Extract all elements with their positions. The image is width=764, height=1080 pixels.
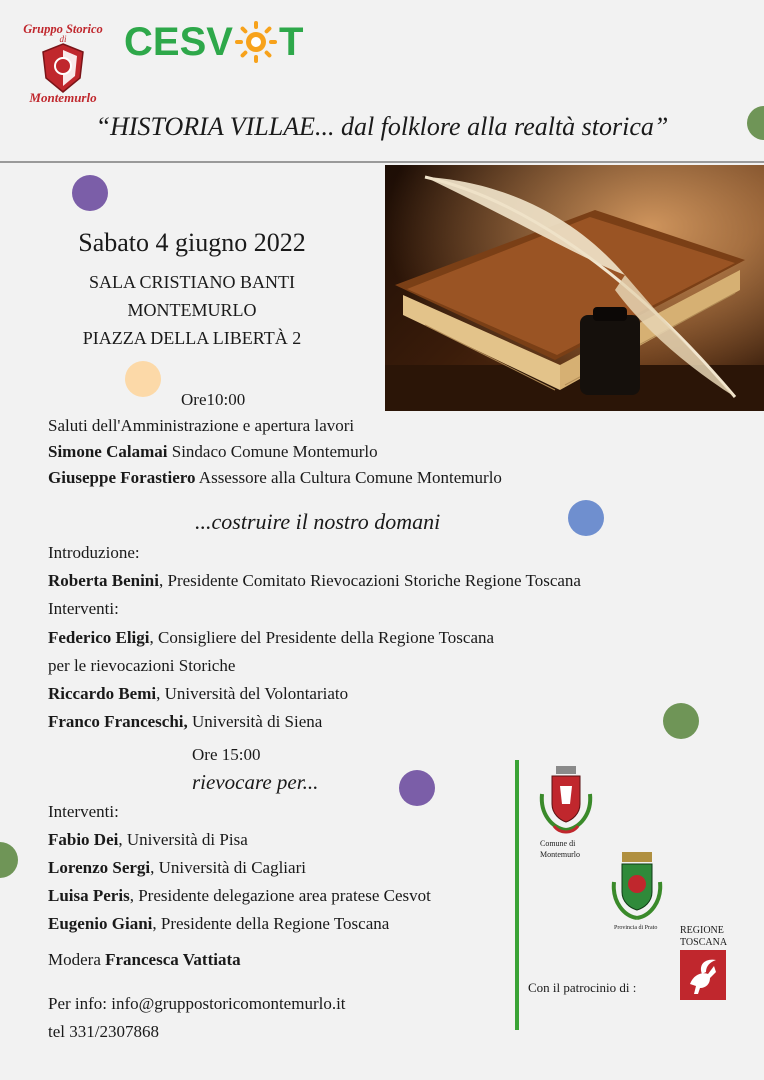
afternoon-time: Ore 15:00 [192,745,261,764]
session1-talk-1 [48,628,494,648]
intro-label: Introduzione: [48,543,140,562]
afternoon-talk-4 [48,914,389,934]
morning-opening: Saluti dell'Amministrazione e apertura lavori [48,416,355,435]
speaker-name: Luisa Peris [48,886,130,905]
decor-dot-green-mid [663,703,699,739]
comune-crest-icon [536,764,596,836]
afternoon-talk-1 [48,830,248,850]
contact-phone: tel 331/2307868 [48,1022,159,1041]
contact-info: Per info: info@gruppostoricomontemurlo.it [48,994,346,1013]
regione-label-1: REGIONE [680,925,724,936]
decor-dot-purple-1 [72,175,108,211]
book-quill-image [385,165,764,411]
gruppo-storico-logo [20,20,106,110]
session1-talks-label: Interventi: [48,599,119,618]
speaker-role: , Presidente della Regione Toscana [152,914,390,933]
speaker-name: Lorenzo Sergi [48,858,151,877]
speaker-role: , Presidente Comitato Rievocazioni Storiche Regione Toscana [158,571,581,590]
provincia-prato-crest [608,850,666,924]
cesvot-text-right: T [278,19,304,64]
speaker-role: Università di Siena [187,712,323,731]
moderator-line [48,950,241,970]
speaker-role: Sindaco Comune Montemurlo [167,442,378,461]
speaker-name: Federico Eligi [48,628,150,647]
afternoon-talk-3 [48,886,431,906]
event-venue: SALA CRISTIANO BANTI [88,272,295,292]
sun-icon [234,20,278,64]
comune-label-2: Montemurlo [540,850,580,859]
afternoon-talk-2 [48,858,306,878]
speaker-role: , Università del Volontariato [156,684,349,703]
speaker-name: Riccardo Bemi [48,684,157,703]
speaker-role: , Università di Cagliari [150,858,306,877]
speaker-role: per le rievocazioni Storiche [48,656,236,675]
gruppo-storico-mid-text: di [59,34,67,44]
event-address: PIAZZA DELLA LIBERTÀ 2 [82,328,302,348]
afternoon-heading: rievocare per... [192,770,319,794]
regione-label-2: TOSCANA [680,937,728,948]
event-title: “HISTORIA VILLAE... dal folklore alla realtà storica” [95,112,669,141]
morning-time: Ore10:00 [181,390,246,409]
speaker-name: Franco Franceschi, [48,712,188,731]
intro-speaker [48,571,581,591]
decor-dot-peach [125,361,161,397]
decor-dot-blue [568,500,604,536]
session1-heading: ...costruire il nostro domani [195,509,441,534]
event-city: MONTEMURLO [127,300,257,320]
gruppo-storico-bottom-text: Montemurlo [29,90,97,105]
speaker-name: Eugenio Giani [48,914,153,933]
speaker-role: , Consigliere del Presidente della Regione Toscana [149,628,495,647]
comune-label-1: Comune di [540,839,576,848]
book-quill-icon [385,165,764,411]
session1-talk-3 [48,684,348,704]
speaker-name: Fabio Dei [48,830,119,849]
speaker-role: , Università di Pisa [118,830,248,849]
provincia-crest-icon [608,850,666,924]
speaker-name: Giuseppe Forastiero [48,468,196,487]
speaker-name: Simone Calamai [48,442,168,461]
cesvot-text-left: CESV [124,19,233,64]
gruppo-storico-top-text: Gruppo Storico [23,22,103,36]
decor-dot-green-left [0,842,18,878]
patronage-divider [515,760,519,1030]
morning-speaker-2 [48,468,502,488]
event-date: Sabato 4 giugno 2022 [78,228,306,257]
speaker-role: Assessore alla Cultura Comune Montemurlo [195,468,502,487]
header-divider [0,161,764,163]
comune-montemurlo-crest [536,764,596,836]
speaker-name: Roberta Benini [48,571,159,590]
provincia-label: Provincia di Prato [614,925,658,931]
regione-toscana-logo [680,950,726,1000]
session1-talk-2 [48,656,235,676]
cesvot-logo [124,20,303,64]
afternoon-talks-label: Interventi: [48,802,119,821]
morning-speaker-1 [48,442,378,462]
session1-talk-4 [48,712,322,732]
speaker-role: , Presidente delegazione area pratese Cesvot [129,886,431,905]
patronage-label: Con il patrocinio di : [528,980,637,995]
decor-dot-purple-2 [399,770,435,806]
pegasus-icon [680,950,726,1000]
moderator-name: Francesca Vattiata [105,950,241,969]
moderator-label: Modera [48,950,106,969]
